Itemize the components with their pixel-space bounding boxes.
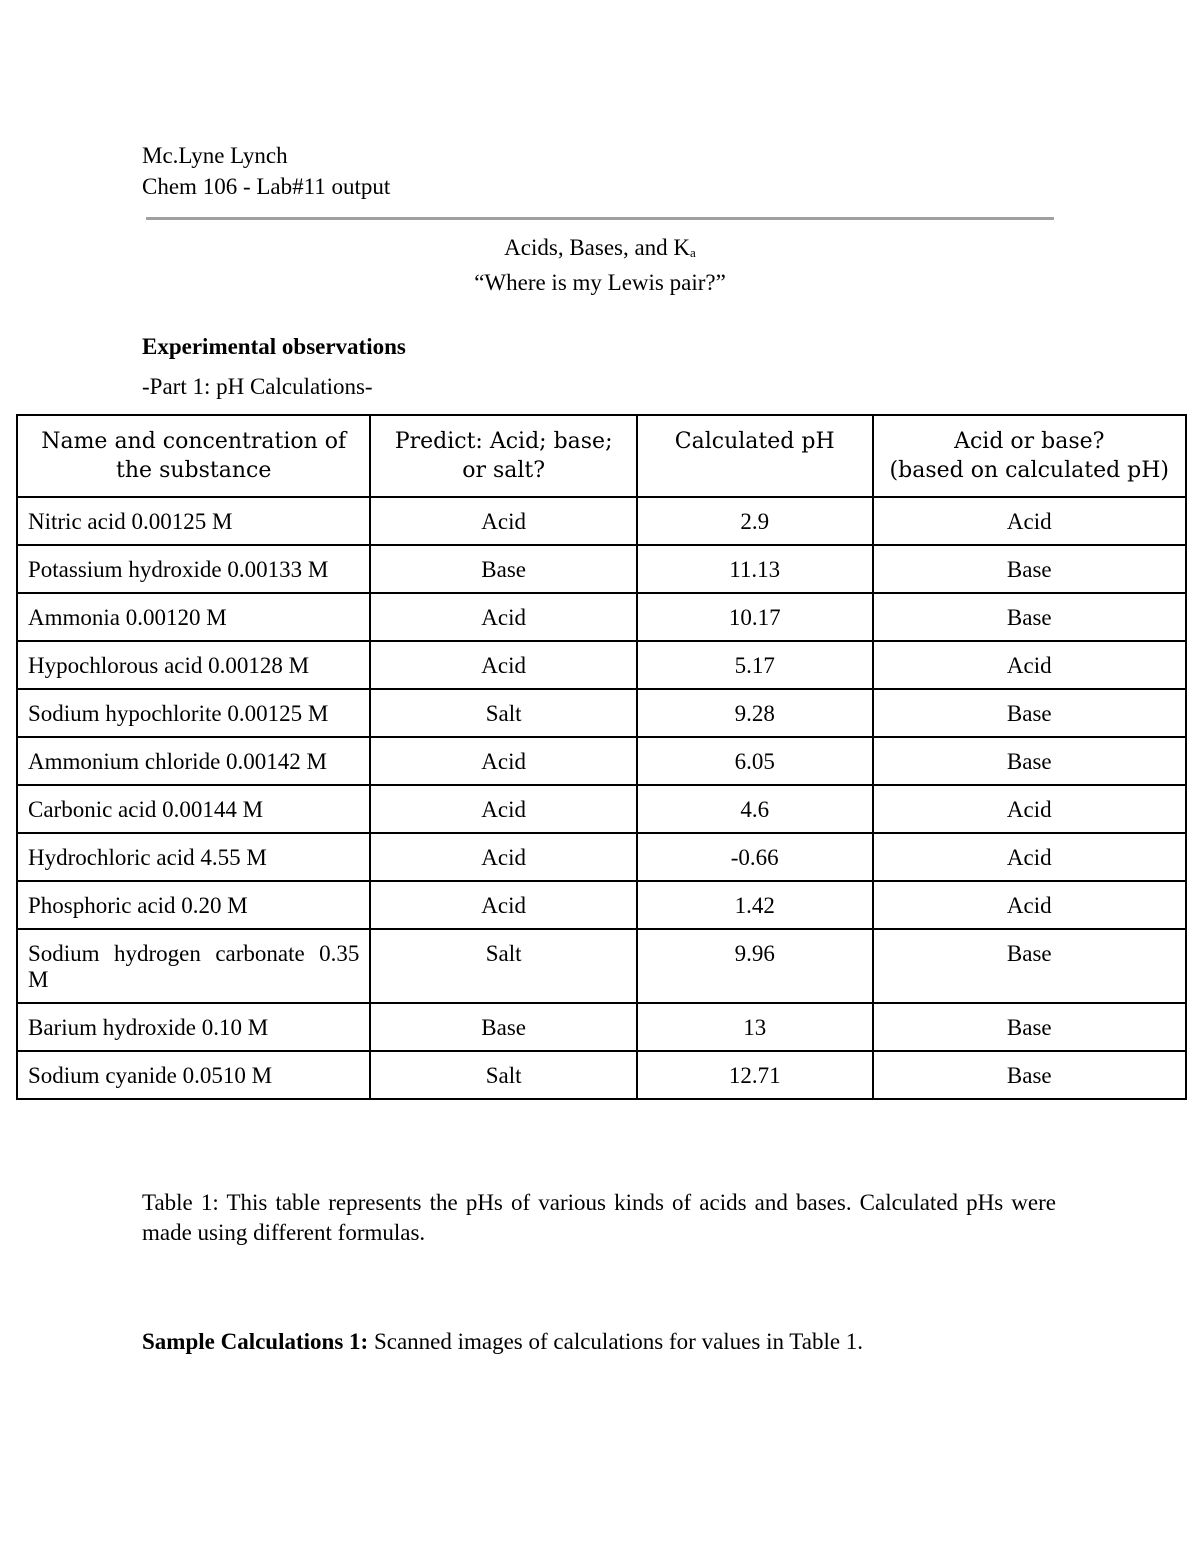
prediction-cell: Acid <box>370 833 636 881</box>
ph-cell: 6.05 <box>637 737 873 785</box>
substance-cell: Potassium hydroxide 0.00133 M <box>17 545 370 593</box>
table-row <box>17 881 1186 929</box>
prediction-cell: Acid <box>370 641 636 689</box>
column-header-ph: Calculated pH <box>637 415 873 497</box>
author-name: Mc.Lyne Lynch <box>142 143 288 168</box>
ph-cell: -0.66 <box>637 833 873 881</box>
title-line-1 <box>0 233 1200 268</box>
prediction-cell: Base <box>370 545 636 593</box>
ph-cell: 9.96 <box>637 929 873 1003</box>
title-line-2: “Where is my Lewis pair?” <box>474 270 726 295</box>
result-cell: Acid <box>873 833 1186 881</box>
table-row <box>17 929 1186 1003</box>
column-header-predict: Predict: Acid; base; or salt? <box>370 415 636 497</box>
result-cell: Acid <box>873 641 1186 689</box>
table-row <box>17 593 1186 641</box>
substance-cell: Ammonia 0.00120 M <box>17 593 370 641</box>
table-row <box>17 1003 1186 1051</box>
substance-cell: Sodium hypochlorite 0.00125 M <box>17 689 370 737</box>
result-cell: Base <box>873 593 1186 641</box>
ph-table <box>16 414 1187 1100</box>
title-subscript: a <box>690 245 696 260</box>
table-row <box>17 737 1186 785</box>
document-header <box>142 140 390 202</box>
prediction-cell: Acid <box>370 593 636 641</box>
table-row <box>17 545 1186 593</box>
table-row <box>17 641 1186 689</box>
substance-cell: Hypochlorous acid 0.00128 M <box>17 641 370 689</box>
table-row <box>17 497 1186 545</box>
course-label: Chem 106 - Lab#11 output <box>142 174 391 199</box>
prediction-cell: Salt <box>370 929 636 1003</box>
prediction-cell: Salt <box>370 1051 636 1099</box>
prediction-cell: Acid <box>370 881 636 929</box>
substance-cell: Sodium hydrogen carbonate 0.35 M <box>17 929 370 1003</box>
ph-cell: 9.28 <box>637 689 873 737</box>
prediction-cell: Acid <box>370 785 636 833</box>
document-title <box>0 233 1200 298</box>
table-row <box>17 833 1186 881</box>
prediction-cell: Base <box>370 1003 636 1051</box>
substance-cell: Ammonium chloride 0.00142 M <box>17 737 370 785</box>
title-main: Acids, Bases, and K <box>504 235 691 260</box>
ph-cell: 10.17 <box>637 593 873 641</box>
result-cell: Base <box>873 737 1186 785</box>
prediction-cell: Acid <box>370 737 636 785</box>
prediction-cell: Acid <box>370 497 636 545</box>
table-header-row <box>17 415 1186 497</box>
ph-cell: 4.6 <box>637 785 873 833</box>
substance-cell: Phosphoric acid 0.20 M <box>17 881 370 929</box>
result-cell: Base <box>873 1051 1186 1099</box>
substance-cell: Sodium cyanide 0.0510 M <box>17 1051 370 1099</box>
part-label: -Part 1: pH Calculations- <box>142 374 373 399</box>
substance-cell: Barium hydroxide 0.10 M <box>17 1003 370 1051</box>
table-row <box>17 689 1186 737</box>
table-caption: Table 1: This table represents the pHs of various kinds of acids and bases. Calculated pHs were made using different formulas. <box>142 1190 1056 1245</box>
ph-cell: 5.17 <box>637 641 873 689</box>
ph-cell: 11.13 <box>637 545 873 593</box>
result-cell: Acid <box>873 497 1186 545</box>
result-cell: Base <box>873 545 1186 593</box>
sample-calculations-note <box>142 1329 863 1355</box>
sample-calculations-text: Scanned images of calculations for values in Table 1. <box>368 1329 864 1354</box>
result-cell: Acid <box>873 785 1186 833</box>
substance-cell: Hydrochloric acid 4.55 M <box>17 833 370 881</box>
table-row <box>17 1051 1186 1099</box>
sample-calculations-label: Sample Calculations 1: <box>142 1329 369 1354</box>
prediction-cell: Salt <box>370 689 636 737</box>
ph-cell: 2.9 <box>637 497 873 545</box>
ph-cell: 12.71 <box>637 1051 873 1099</box>
result-cell: Acid <box>873 881 1186 929</box>
result-cell: Base <box>873 929 1186 1003</box>
section-heading: Experimental observations <box>142 334 406 359</box>
ph-cell: 1.42 <box>637 881 873 929</box>
substance-cell: Nitric acid 0.00125 M <box>17 497 370 545</box>
header-divider <box>146 217 1054 220</box>
column-header-name: Name and concentration of the substance <box>17 415 370 497</box>
result-cell: Base <box>873 689 1186 737</box>
result-cell: Base <box>873 1003 1186 1051</box>
table-row <box>17 785 1186 833</box>
substance-cell: Carbonic acid 0.00144 M <box>17 785 370 833</box>
column-header-result: Acid or base? (based on calculated pH) <box>873 415 1186 497</box>
ph-cell: 13 <box>637 1003 873 1051</box>
